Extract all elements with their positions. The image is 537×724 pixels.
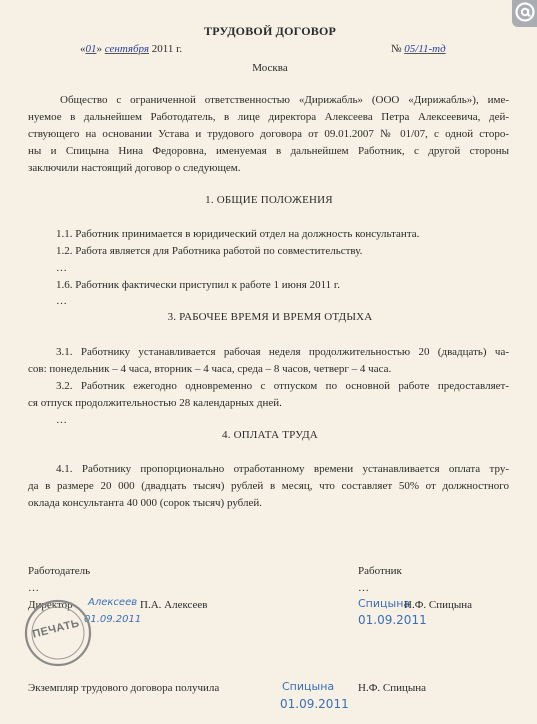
ellipsis: … [358,582,369,594]
at-sign-icon [512,0,537,27]
section-1-title: 1. ОБЩИЕ ПОЛОЖЕНИЯ [205,194,333,206]
clause-line: 3.2. Работник ежегодно одновременно с отпуском по основной работе предоставляет- [56,380,509,392]
ellipsis: … [28,582,39,594]
number-value: 05/11-тд [404,43,446,55]
document-title: ТРУДОВОЙ ДОГОВОР [203,24,337,38]
intro-line: ствующего на основании Устава и трудового договора от 09.01.2007 № 01/07, с одной сторо- [28,128,509,140]
section-3-title: 3. РАБОЧЕЕ ВРЕМЯ И ВРЕМЯ ОТДЫХА [167,311,373,323]
employee-sign-date: 01.09.2011 [358,613,427,627]
clause-1-1: 1.1. Работник принимается в юридический отдел на должность консультанта. [56,228,420,240]
clause-line: сов: понедельник – 4 часа, вторник – 4 часа, среда – 8 часов, четверг – 4 часа. [28,363,392,375]
clause-line: оклада консультанта 40 000 (сорок тысяч) рублей. [28,497,263,509]
receipt-signature: Спицына [282,680,335,693]
clause-line: ся отпуск продолжительностью 28 календарных дней. [28,397,282,409]
date-month: сентября [104,43,150,55]
site-logo[interactable] [512,0,537,27]
clause-line: 4.1. Работнику пропорционально отработанному времени устанавливается оплата тру- [56,463,509,475]
intro-line: ны и Спицына Нина Федоровна, именуемая в дальнейшем Работник, с другой стороны [28,145,509,157]
intro-line: Общество с ограниченной ответственностью «Дирижабль» (ООО «Дирижабль»), име- [60,94,509,106]
employer-signature: Алексеев [88,597,138,608]
employer-name: П.А. Алексеев [140,599,208,611]
contract-date [80,41,182,57]
receipt-name: Н.Ф. Спицына [358,682,427,694]
employee-name: Н.Ф. Спицына [404,599,473,611]
seal-stamp [20,591,100,671]
intro-paragraph [28,92,509,177]
date-year: 2011 г. [149,43,183,55]
date-close-quote: » [96,43,105,55]
clause-1-2: 1.2. Работа является для Работника работой по совместительству. [56,245,363,257]
date-open-quote: « [80,43,86,55]
clause-1-6: 1.6. Работник фактически приступил к работе 1 июня 2011 г. [56,279,340,291]
ellipsis: … [56,295,67,307]
receipt-text: Экземпляр трудового договора получила [28,682,220,694]
intro-line: нуемое в дальнейшем Работодатель, в лице директора Алексеева Петра Алексеевича, дей- [28,111,509,123]
number-label: № [391,43,405,55]
employer-sign-date: 01.09.2011 [84,614,142,625]
ellipsis: … [56,414,67,426]
contract-number [391,41,446,57]
ellipsis: … [56,262,67,274]
clause-3-2 [28,378,509,412]
section-4-title: 4. ОПЛАТА ТРУДА [222,429,318,441]
clause-3-1 [28,344,509,378]
clause-4-1 [28,461,509,512]
employee-label: Работник [358,565,402,577]
employer-role: Директор [28,599,73,611]
employer-label: Работодатель [28,565,91,577]
clause-line: да в размере 20 000 (двадцать тысяч) рублей в месяц, что составляет 50% от должностного [28,480,509,492]
clause-line: 3.1. Работнику устанавливается рабочая неделя продолжительностью 20 (двадцать) ча- [56,346,509,358]
contract-city: Москва [252,62,288,74]
intro-line: заключили настоящий договор о следующем. [28,162,241,174]
date-day: 01 [85,43,97,55]
stamp-label: ПЕЧАТЬ [31,617,81,641]
employee-signature: Спицына [358,597,411,610]
receipt-date: 01.09.2011 [280,697,349,711]
